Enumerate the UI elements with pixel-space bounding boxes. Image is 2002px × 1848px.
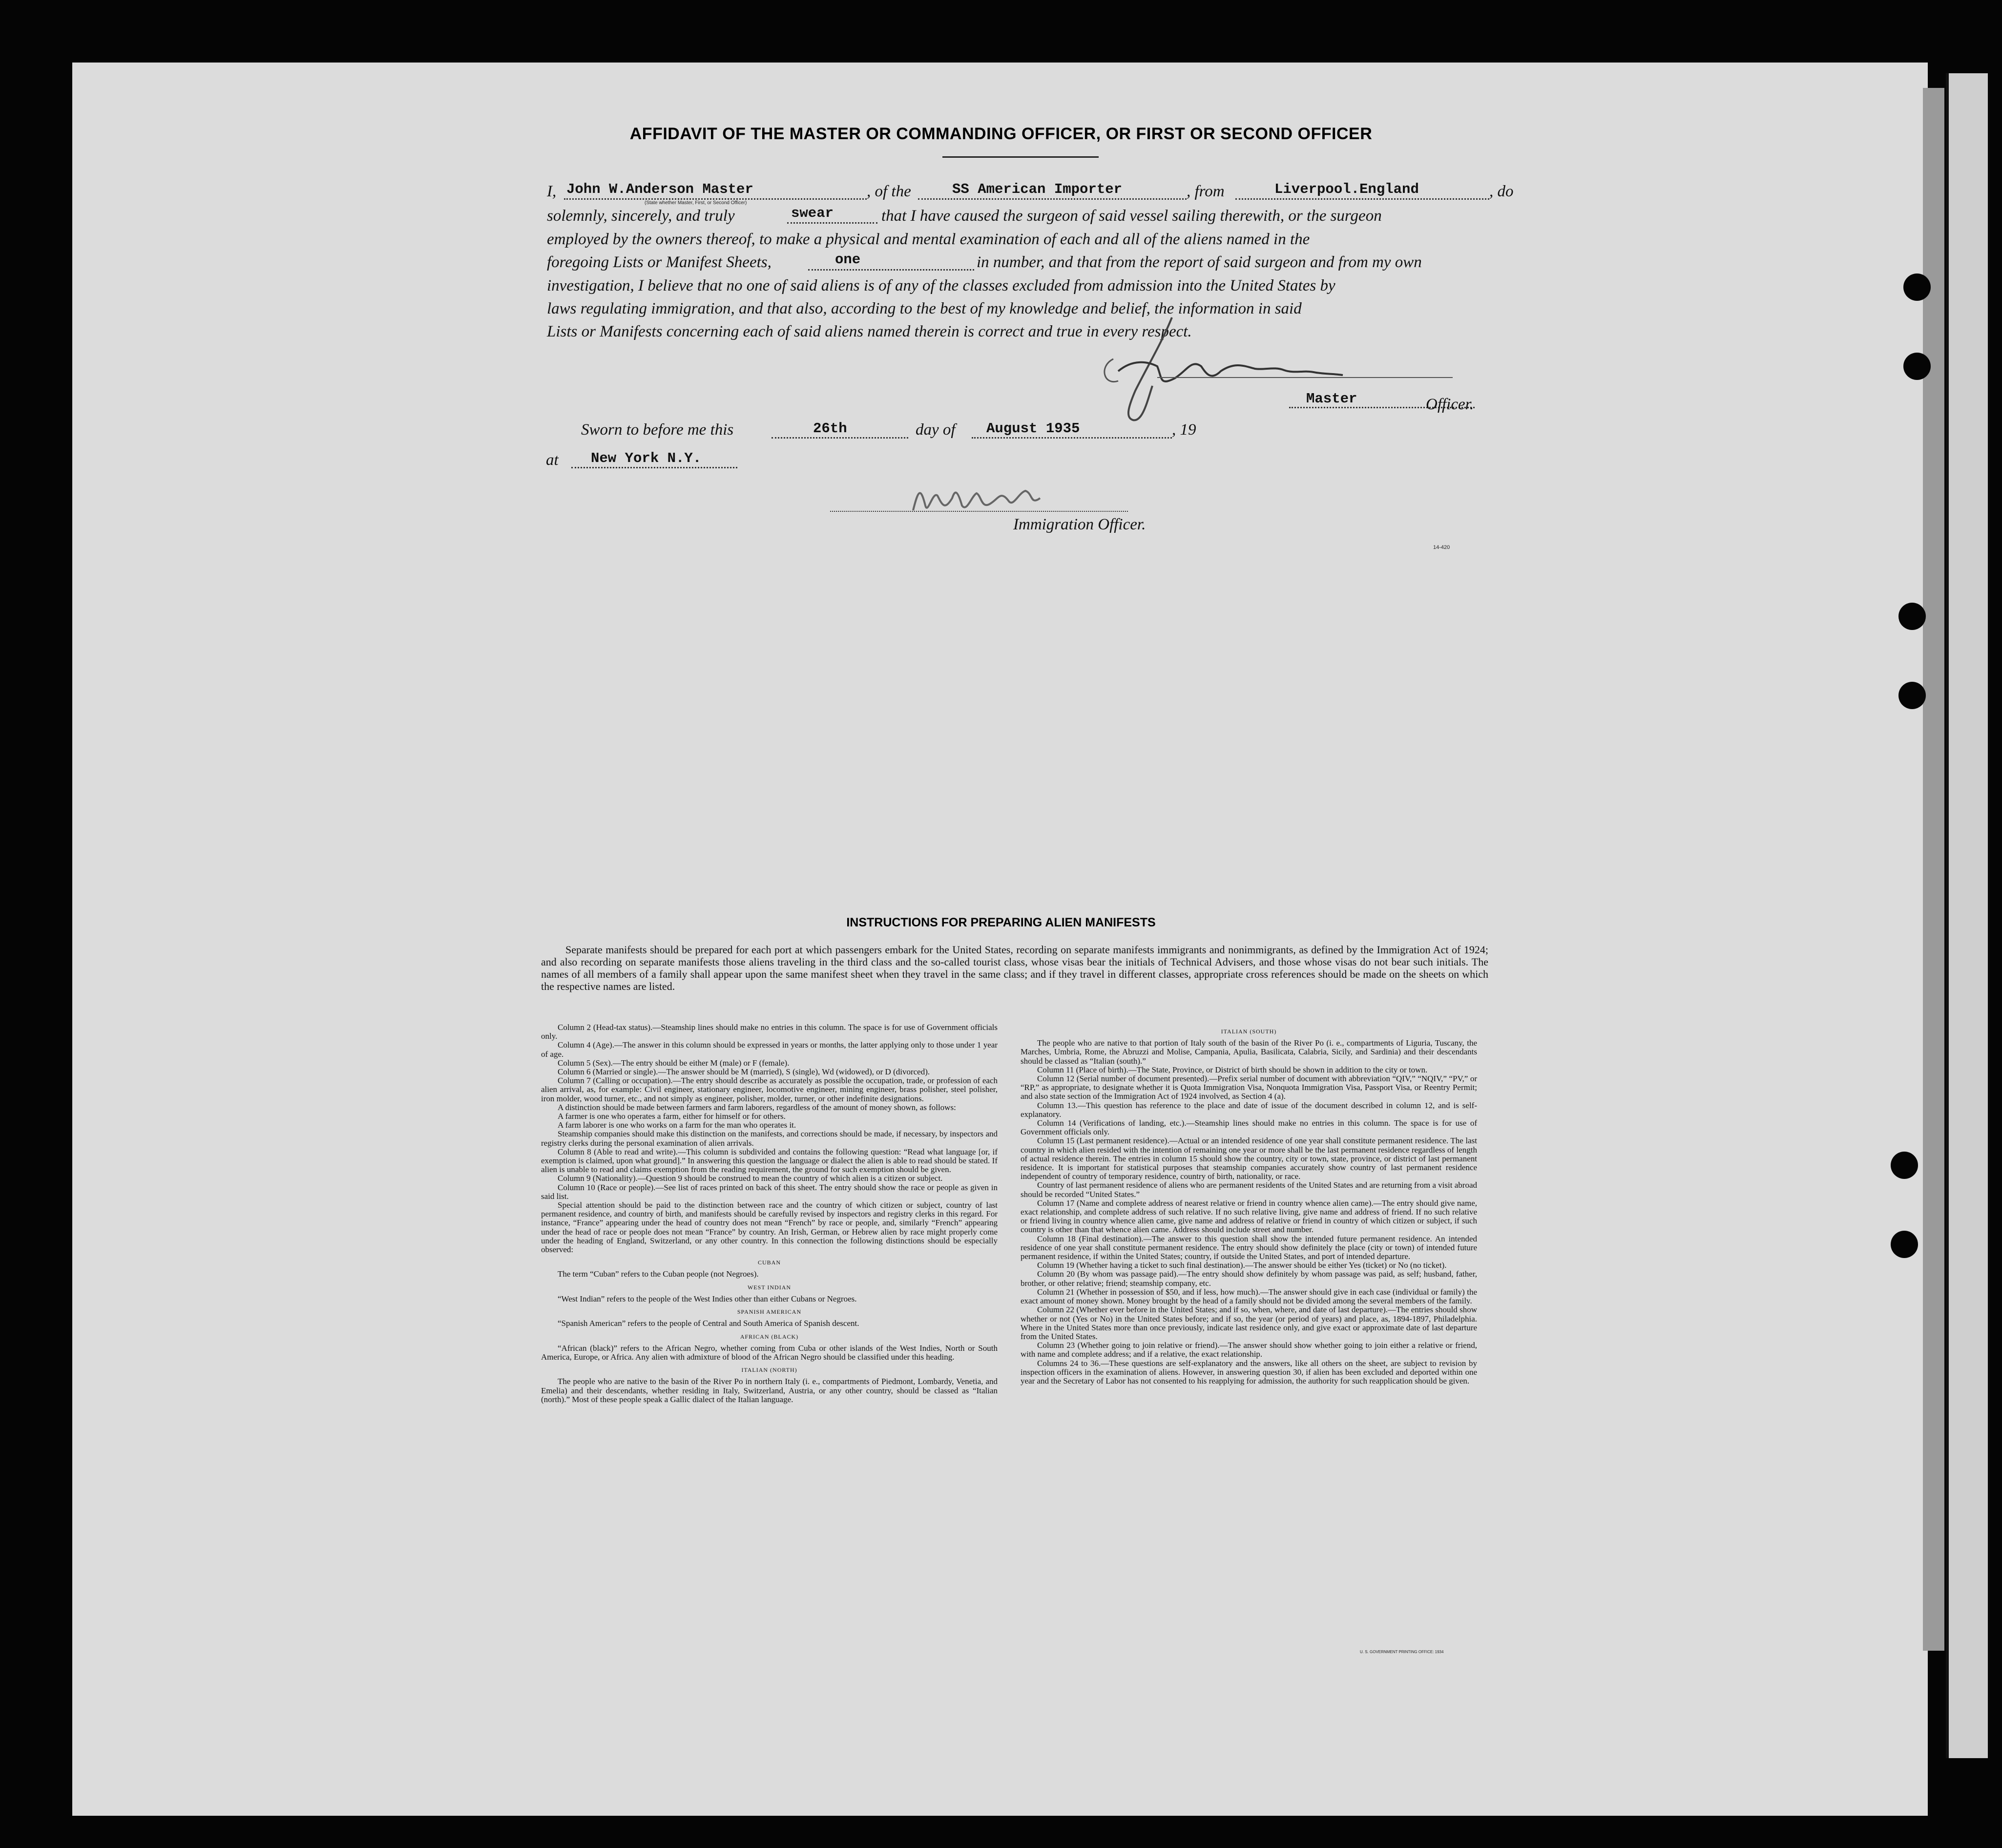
form-number: 14-420 [1433,545,1450,550]
port-fill-line [1235,198,1489,200]
oath-line-6: laws regulating immigration, and that also, according to the best of my knowledge and belief, the information in said [547,300,1302,317]
instructions-title: INSTRUCTIONS FOR PREPARING ALIEN MANIFESTS [846,916,1156,929]
sworn-place: New York N.Y. [591,450,702,466]
oath-do: , do [1489,183,1514,200]
left-paragraph: Column 4 (Age).—The answer in this column should be expressed in years or months, the latter applying only to those under 1 year of age. [541,1040,998,1059]
printer-imprint: U. S. GOVERNMENT PRINTING OFFICE: 1934 [1360,1650,1444,1654]
punch-hole-6 [1891,1231,1918,1258]
cuban-heading: CUBAN [757,1259,781,1266]
right-paragraph: Column 13.—This question has reference to the place and date of issue of the document described in column 12, and is self-explanatory. [1021,1100,1477,1119]
oath-line-4b: in number, and that from the report of said surgeon and from my own [977,253,1422,271]
master-signature [1089,313,1401,440]
punch-hole-2 [1903,353,1931,380]
right-paragraph: Column 14 (Verifications of landing, etc.).—Steamship lines should make no entries in this column. The space is for use of Government officials only. [1021,1118,1477,1137]
oath-line-5: investigation, I believe that no one of said aliens is of any of the classes excluded from admission into the United States by [547,277,1335,294]
sworn-label: Sworn to before me this [581,421,734,439]
instructions-left-column [541,1023,998,1404]
name-note: (State whether Master, First, or Second Officer) [645,200,747,206]
immigration-officer-label: Immigration Officer. [1013,516,1146,533]
sheet-count: one [835,252,861,268]
swear-fill-line [787,222,877,224]
italian-north-heading: ITALIAN (NORTH) [741,1366,797,1374]
right-paragraph: Column 18 (Final destination).—The answer to this question shall show the intended future permanent residence. An intended residence of one year shall constitute permanent residence. The entry should show definitely the place (city or town) of intended future permanent residence, if within the United States; country, if outside the United States, and port of intended departure. [1021,1234,1477,1261]
left-paragraph: Column 6 (Married or single).—The answer should be M (married), S (single), Wd (widowed), or D (divorced). [558,1067,930,1077]
place-fill-line [571,467,737,468]
italian-north-text: The people who are native to the basin of the River Po in northern Italy (i. e., compartments of Piedmont, Lombardy, Venetia, and Emelia) and their descendants, whether residing in Italy, Switzerland, Austria, or any other country, should be classed as “Italian (north).” Most of these people speak a Gallic dialect of the Italian language. [541,1377,998,1404]
left-paragraph: Column 7 (Calling or occupation).—The entry should describe as accurately as possible the occupation, trade, or profession of each alien arrival, as, for example: Civil engineer, stationary engineer, locomotive engineer, mining engineer, brass polisher, steel polisher, iron molder, wood turner, etc., and not simply as engineer, polisher, molder, turner, or other indefinite designations. [541,1076,998,1103]
oath-line-7: Lists or Manifests concerning each of said aliens named therein is correct and true in every respect. [547,323,1192,340]
right-paragraph: Column 19 (Whether having a ticket to such final destination).—The answer should be either Yes (ticket) or No (no ticket). [1037,1260,1447,1270]
right-paragraph: Column 21 (Whether in possession of $50, and if less, how much).—The answer should give in each case (individual or family) the exact amount of money shown. Money brought by the head of a family should not be divided among the several members of the family. [1021,1287,1477,1306]
swear-word: swear [791,205,834,221]
african-heading: AFRICAN (BLACK) [740,1333,799,1340]
officer-label: Officer. [1426,396,1474,413]
departure-port: Liverpool.England [1274,181,1419,197]
spanish-american-text: “Spanish American” refers to the people of Central and South America of Spanish descent. [558,1319,859,1328]
left-paragraph: A distinction should be made between farmers and farm laborers, regardless of the amount of money shown, as follows: [558,1102,956,1112]
left-paragraph: Steamship companies should make this distinction on the manifests, and corrections should be made, if necessary, by inspectors and registry clerks during the personal examination of alien arrivals. [541,1129,998,1148]
signer-rank: Master [1306,391,1357,407]
vessel-fill-line [918,198,1187,200]
right-paragraph: Column 15 (Last permanent residence).—Actual or an intended residence of one year shall constitute permanent residence. The last country in which alien resided with the intention of remaining one year or more shall be the last permanent residence regardless of length of actual residence therein. The entries in column 15 should show the country, city or town, state, province, or district of last permanent residence. It is important for statistical purposes that steamship companies accurately show country of last permanent residence independent of country of temporary residence, country of birth, nationality, or race. [1021,1136,1477,1181]
left-paragraph: Column 9 (Nationality).—Question 9 should be construed to mean the country of which alien is a citizen or subject. [558,1174,943,1183]
italian-south-heading: ITALIAN (SOUTH) [1221,1028,1277,1035]
month-fill-line [972,437,1172,439]
punch-hole-5 [1891,1152,1918,1179]
punch-hole-1 [1903,273,1931,301]
right-paragraph: Country of last permanent residence of aliens who are permanent residents of the United States and are returning from a visit abroad should be recorded “United States.” [1021,1180,1477,1199]
name-fill-line [564,198,867,200]
left-paragraph: A farmer is one who operates a farm, either for himself or for others. [558,1112,786,1121]
right-paragraph: Column 23 (Whether going to join relative or friend).—The answer should show whether going to join either a relative or friend, with name and complete address; and if a relative, the exact relationship. [1021,1341,1477,1359]
day-of-label: day of [916,421,956,439]
punch-hole-3 [1898,603,1926,630]
right-paragraph: Column 17 (Name and complete address of nearest relative or friend in country whence alien came).—The entry should give name, exact relationship, and complete address of such relative. If no such relative living, give name and address of friend. If no such relative or friend living in country whence alien came, give name and address of relative or friend in country of which citizen or subject, if such country is other than that whence alien came. Address should include street and number. [1021,1198,1477,1235]
oath-of-the: , of the [867,183,911,200]
left-paragraph: Column 10 (Race or people).—See list of races printed on back of this sheet. The entry should show the race or people as given in said list. [541,1182,998,1201]
title-rule [942,156,1099,158]
imm-officer-line [830,511,1128,512]
at-label: at [546,451,559,469]
cuban-text: The term “Cuban” refers to the Cuban people (not Negroes). [558,1269,759,1279]
punch-hole-4 [1898,682,1926,709]
right-paragraph: Column 11 (Place of birth).—The State, Province, or District of birth should be shown in addition to the city or town. [1037,1065,1428,1074]
left-paragraph: Column 5 (Sex).—The entry should be either M (male) or F (female). [558,1058,790,1068]
west-indian-heading: WEST INDIAN [747,1283,792,1291]
sworn-month-year: August 1935 [986,420,1080,437]
right-paragraph: Column 22 (Whether ever before in the United States; and if so, when, where, and date of last departure).—The entries should show whether or not (Yes or No) in the United States before; and if so, the year (or period of years) and place, as, 1894-1897, Philadelphia. Where in the United States more than once previously, indicate last residence only, and give exact or approximate date of last departure from the United States. [1021,1305,1477,1341]
sworn-day: 26th [813,420,847,437]
right-paragraph: Column 12 (Serial number of document presented).—Prefix serial number of document with abbreviation “QIV,” “NQIV,” “PV,” or “RP,” as appropriate, to designate whether it is Quota Immigration Visa, Nonquota Immigration Visa, Passport Visa, or Reentry Permit; and also state section of the Immigration Act of 1924 involved, as Section 4 (a). [1021,1074,1477,1101]
spanish-american-heading: SPANISH AMERICAN [737,1308,802,1316]
left-paragraph: A farm laborer is one who works on a farm for the man who operates it. [558,1120,796,1130]
instructions-right-column [1021,1023,1477,1386]
vessel-name: SS American Importer [952,181,1123,197]
left-paragraph: Special attention should be paid to the distinction between race and the country of which citizen or subject, country of last permanent residence, and country of birth, and manifests should be carefully revised by inspectors and registry clerks in this regard. For instance, “France” appearing under the head of country does not mean “French” by race or people, and, similarly “French” appearing under the head of race or people does not mean “France” by country. An Irish, German, or Hebrew alien by race might properly come under the heading of England, Switzerland, or any other country. In this connection the following distinctions should be especially observed: [541,1200,998,1255]
oath-line-2a: solemnly, sincerely, and truly [547,207,735,225]
sheets-fill-line [808,269,974,271]
signature-rule [1157,377,1453,378]
oath-from: , from [1187,183,1225,200]
oath-i: I, [547,183,557,200]
day-fill-line [772,437,908,439]
african-text: “African (black)” refers to the African Negro, whether coming from Cuba or other islands of the West Indies, North or South America, Europe, or Africa. Any alien with admixture of blood of the African Negro should be classified under this heading. [541,1343,998,1362]
oath-line-3: employed by the owners thereof, to make a physical and mental examination of each and all of the aliens named in the [547,231,1310,248]
instructions-intro: Separate manifests should be prepared for each port at which passengers embark for the United States, recording on separate manifests immigrants and nonimmigrants, as defined by the Immigration Act of 1924; and also recording on separate manifests those aliens traveling in the third class and the so-called tourist class, whose visas bear the initials of Technical Advisers, and those whose visas do not bear such initials. The names of all members of a family shall appear upon the same manifest sheet when they travel in the same class; and if they travel in different classes, appropriate cross references should be made on the sheets on which the respective names are listed. [541,944,1488,992]
year-prefix: , 19 [1172,421,1196,439]
oath-line-4a: foregoing Lists or Manifest Sheets, [547,253,772,271]
right-paragraph: The people who are native to that portion of Italy south of the basin of the River Po (i. e., compartments of Liguria, Tuscany, the Marches, Umbria, Rome, the Abruzzi and Molise, Campania, Apulia, Basilicata, Calabria, Sicily, and Sardinia) and their descendants should be classed as “Italian (south).” [1021,1038,1477,1066]
right-paragraph: Column 20 (By whom was passage paid).—The entry should show definitely by whom passage was paid, as self; husband, father, brother, or other relative; friend; steamship company, etc. [1021,1269,1477,1288]
right-paragraph: Columns 24 to 36.—These questions are self-explanatory and the answers, like all others on the sheet, are subject to revision by inspection officers in the examination of aliens. However, in answering question 30, if alien has been excluded and deported within one year and the Secretary of Labor has not consented to his reapplying for admission, the authority for such reapplication should be given. [1021,1358,1477,1386]
left-paragraph: Column 2 (Head-tax status).—Steamship lines should make no entries in this column. The space is for use of Government officials only. [541,1023,998,1041]
affidavit-title: AFFIDAVIT OF THE MASTER OR COMMANDING OFFICER, OR FIRST OR SECOND OFFICER [629,125,1373,143]
binding-edge [1923,88,1944,1651]
west-indian-text: “West Indian” refers to the people of the West Indies other than either Cubans or Negroes. [558,1294,857,1303]
left-paragraph: Column 8 (Able to read and write).—This column is subdivided and contains the following question: “Read what language [or, if exemption is claimed, upon what ground].” In answering this question the language or dialect the alien is able to read should be stated. If alien is unable to read and claims exemption from the reading requirement, the ground for such exemption should be given. [541,1147,998,1175]
oath-line-2b: that I have caused the surgeon of said vessel sailing therewith, or the surgeon [881,207,1382,225]
master-name: John W.Anderson Master [566,181,753,197]
